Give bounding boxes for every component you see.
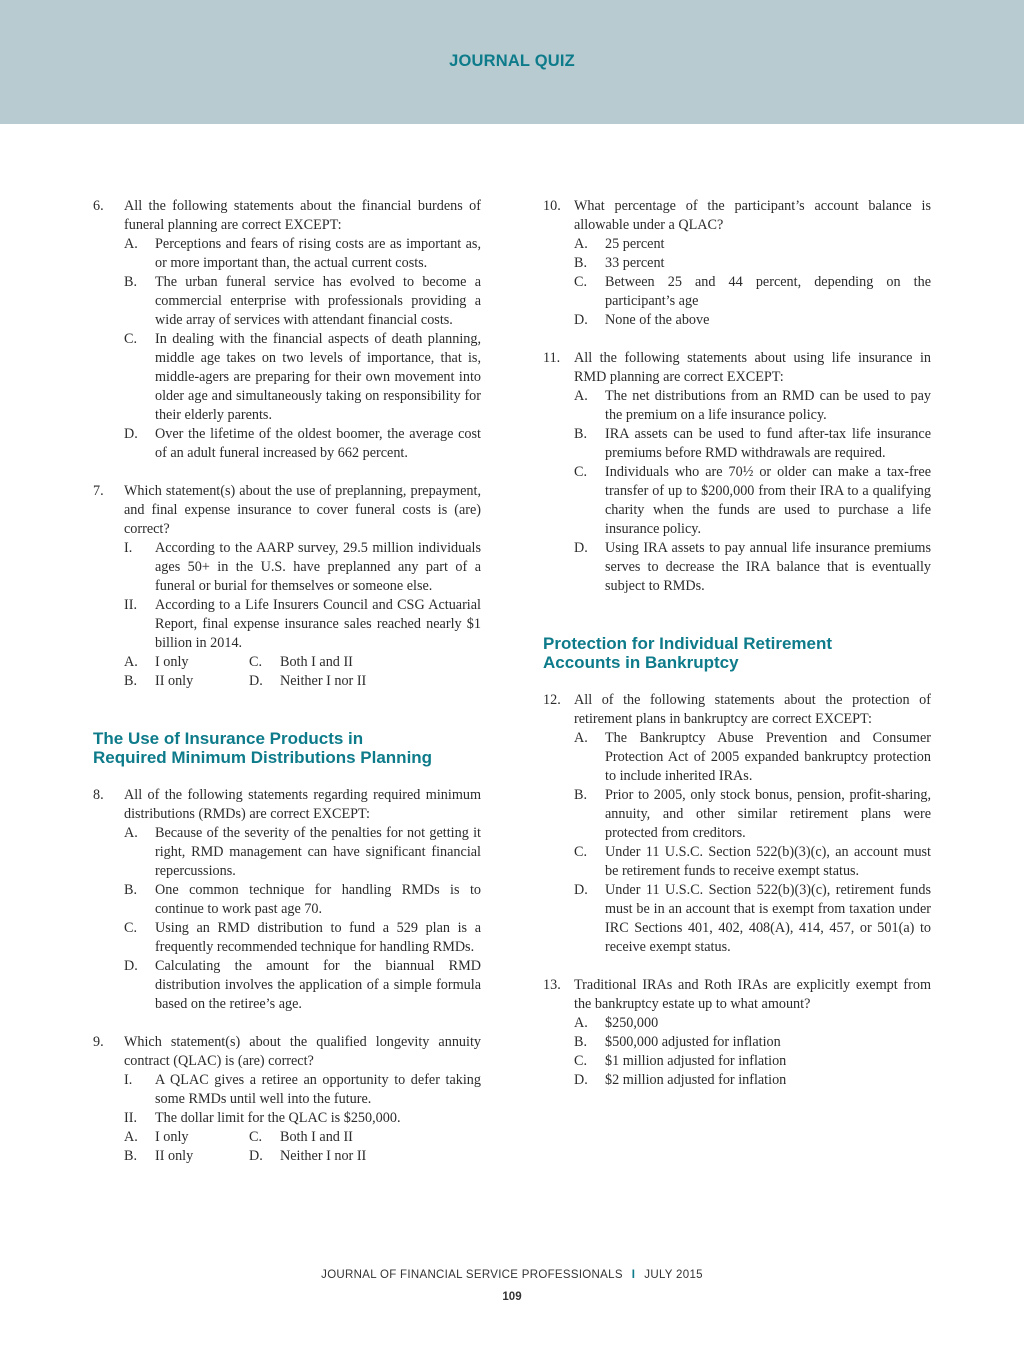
question-number: 6. <box>93 198 104 214</box>
question-8 <box>93 786 481 1014</box>
question-number: 13. <box>543 977 561 993</box>
option-c: C. Under 11 U.S.C. Section 522(b)(3)(c), an account must be retirement funds to receive exempt status. <box>574 844 931 879</box>
option-c: C. In dealing with the financial aspects of death planning, middle age takes on two levels of importance, that is, middle-agers are preparing for their own movement into older age and simultaneously taking on responsibility for their elderly parents. <box>124 331 481 423</box>
option-b: B. $500,000 adjusted for inflation <box>574 1034 781 1050</box>
option-c: C. $1 million adjusted for inflation <box>574 1053 787 1069</box>
question-number: 9. <box>93 1034 104 1050</box>
question-text: Which statement(s) about the qualified longevity annuity contract (QLAC) is (are) correct? <box>124 1034 481 1069</box>
question-10 <box>543 197 931 330</box>
section-heading-ira-bankruptcy: Protection for Individual Retirement Accounts in Bankruptcy <box>543 634 833 672</box>
option-a: A. The net distributions from an RMD can be used to pay the premium on a life insurance policy. <box>574 388 931 423</box>
question-text: Traditional IRAs and Roth IRAs are explicitly exempt from the bankruptcy estate up to what amount? <box>574 977 931 1012</box>
section-heading-insurance-rmd: The Use of Insurance Products in Required Minimum Distributions Planning <box>93 729 433 767</box>
option-c: C. Using an RMD distribution to fund a 529 plan is a frequently recommended technique for handling RMDs. <box>124 920 481 955</box>
statement-ii: II. The dollar limit for the QLAC is $250,000. <box>124 1110 401 1126</box>
option-c: C. Between 25 and 44 percent, depending on the participant’s age <box>574 274 931 309</box>
footer-journal-name: JOURNAL OF FINANCIAL SERVICE PROFESSIONALS <box>321 1269 623 1281</box>
question-text: All the following statements about using life insurance in RMD planning are correct EXCEPT: <box>574 350 931 385</box>
question-number: 7. <box>93 483 104 499</box>
option-a: A. 25 percent <box>574 236 665 252</box>
option-d: D. $2 million adjusted for inflation <box>574 1072 787 1088</box>
option-a: A. $250,000 <box>574 1015 659 1031</box>
question-9 <box>93 1033 481 1166</box>
option-c: C. Individuals who are 70½ or older can make a tax-free transfer of up to $200,000 from their IRA to a qualifying charity when the funds are used to purchase a life insurance policy. <box>574 464 931 537</box>
statement-i: I. According to the AARP survey, 29.5 million individuals ages 50+ in the U.S. have preplanned any part of a funeral or burial for themselves or someone else. <box>124 540 481 594</box>
question-number: 8. <box>93 787 104 803</box>
statement-ii: II. According to a Life Insurers Council and CSG Actuarial Report, final expense insurance sales reached nearly $1 billion in 2014. <box>124 597 481 651</box>
question-number: 11. <box>543 350 561 366</box>
option-b: B. The urban funeral service has evolved to become a commercial enterprise with professionals providing a wide array of services with attendant financial costs. <box>124 274 481 328</box>
option-b: B. 33 percent <box>574 255 665 271</box>
option-a: A. The Bankruptcy Abuse Prevention and Consumer Protection Act of 2005 expanded bankruptcy protection to include inherited IRAs. <box>574 730 931 784</box>
option-d: D. None of the above <box>574 312 710 328</box>
question-text: All of the following statements about the protection of retirement plans in bankruptcy are correct EXCEPT: <box>574 692 931 727</box>
question-text: What percentage of the participant’s account balance is allowable under a QLAC? <box>574 198 931 233</box>
option-d: D. Calculating the amount for the biannual RMD distribution involves the application of a simple formula based on the retiree’s age. <box>124 958 481 1012</box>
footer-date: JULY 2015 <box>644 1269 703 1281</box>
question-text: All of the following statements regarding required minimum distributions (RMDs) are correct EXCEPT: <box>124 787 481 822</box>
question-number: 12. <box>543 692 561 708</box>
page-number: 109 <box>502 1291 522 1303</box>
choice-a: A. I only <box>124 654 189 670</box>
question-text: All the following statements about the financial burdens of funeral planning are correct EXCEPT: <box>124 198 481 233</box>
option-b: B. Prior to 2005, only stock bonus, pension, profit-sharing, annuity, and other similar retirement plans were protected from creditors. <box>574 787 931 841</box>
option-d: D. Using IRA assets to pay annual life insurance premiums serves to decrease the IRA balance that is eventually subject to RMDs. <box>574 540 931 594</box>
choice-a: A. I only <box>124 1129 189 1145</box>
choice-d: D. Neither I nor II <box>249 673 367 689</box>
choice-d: D. Neither I nor II <box>249 1148 367 1164</box>
statement-i: I. A QLAC gives a retiree an opportunity to defer taking some RMDs until well into the future. <box>124 1072 481 1107</box>
question-12 <box>543 691 931 957</box>
choice-c: C. Both I and II <box>249 654 353 670</box>
question-text: Which statement(s) about the use of preplanning, prepayment, and final expense insurance to cover funeral costs is (are) correct? <box>124 483 481 537</box>
question-13 <box>543 976 931 1090</box>
question-7 <box>93 482 481 691</box>
option-d: D. Over the lifetime of the oldest boomer, the average cost of an adult funeral increased by 662 percent. <box>124 426 481 461</box>
option-a: A. Because of the severity of the penalties for not getting it right, RMD management can have significant financial repercussions. <box>124 825 481 879</box>
footer-separator: I <box>631 1269 636 1281</box>
choice-b: B. II only <box>124 1148 194 1164</box>
footer <box>0 1269 1024 1281</box>
option-b: B. One common technique for handling RMDs is to continue to work past age 70. <box>124 882 481 917</box>
option-d: D. Under 11 U.S.C. Section 522(b)(3)(c), retirement funds must be in an account that is exempt from taxation under IRC Sections 401, 402, 408(A), 414, 457, or 501(a) to receive exempt status. <box>574 882 931 955</box>
header-title: JOURNAL QUIZ <box>449 52 575 70</box>
choice-b: B. II only <box>124 673 194 689</box>
choice-c: C. Both I and II <box>249 1129 353 1145</box>
option-a: A. Perceptions and fears of rising costs are as important as, or more important than, the actual current costs. <box>124 236 481 271</box>
question-11 <box>543 349 931 596</box>
option-b: B. IRA assets can be used to fund after-tax life insurance premiums before RMD withdrawals are required. <box>574 426 931 461</box>
right-column <box>543 197 931 1090</box>
left-column <box>93 197 481 1166</box>
question-6 <box>93 197 481 463</box>
question-number: 10. <box>543 198 561 214</box>
